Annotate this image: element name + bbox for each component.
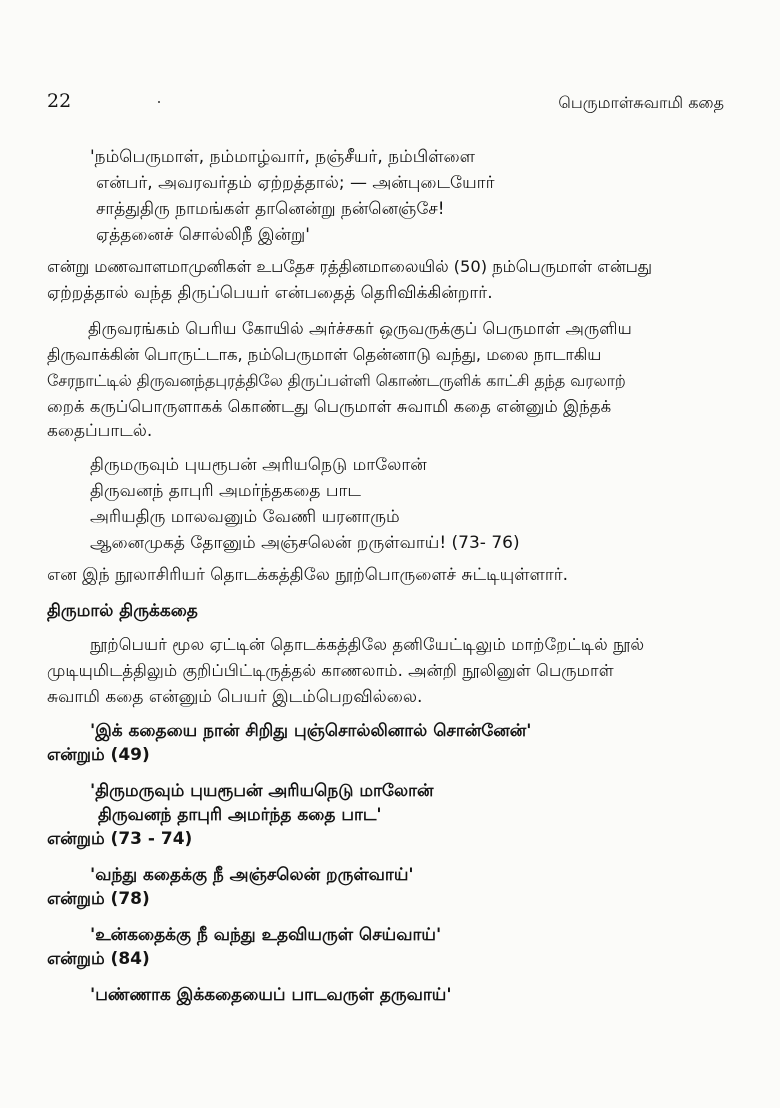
para1-line-1: என்று மணவாளமாமுனிகள் உபதேச ரத்தினமாலையில் (50) நம்பெருமாள் என்பது <box>47 257 652 276</box>
quote-2-line-1: 'திருமருவும் புயரூபன் அரியநெடு மாலோன் <box>90 781 434 801</box>
para4-line-1: நூற்பெயர் மூல ஏட்டின் தொடக்கத்திலே தனியேட்டிலும் மாற்றேட்டில் நூல் <box>90 635 645 654</box>
page-number: 22 <box>47 90 72 112</box>
para3: என இந் நூலாசிரியர் தொடக்கத்திலே நூற்பொருளைச் சுட்டியுள்ளார். <box>47 565 569 585</box>
verse2-line-1: திருமருவும் புயரூபன் அரியநெடு மாலோன் <box>90 455 427 475</box>
verse2-line-4: ஆனைமுகத் தோனும் அஞ்சலென் றருள்வாய்! (73- 76) <box>90 533 520 553</box>
para2-line-1: திருவரங்கம் பெரிய கோயில் அர்ச்சகர் ஒருவருக்குப் பெருமாள் அருளிய <box>88 319 632 338</box>
verse1-line-2: என்பர், அவரவர்தம் ஏற்றத்தால்; — அன்புடையோர் <box>96 173 495 193</box>
quote-3-line-1: 'வந்து கதைக்கு நீ அஞ்சலென் றருள்வாய்' <box>90 865 414 885</box>
quote-2-ref: என்றும் (73 - 74) <box>47 829 193 849</box>
para4-line-3: சுவாமி கதை என்னும் பெயர் இடம்பெறவில்லை. <box>47 687 423 707</box>
para2-line-5: கதைப்பாடல். <box>47 421 153 441</box>
section-heading: திருமால் திருக்கதை <box>47 601 198 621</box>
verse1-line-4: ஏத்தனைச் சொல்லிநீ இன்று' <box>96 225 310 245</box>
para1-line-2: ஏற்றத்தால் வந்த திருப்பெயர் என்பதைத் தெரிவிக்கின்றார். <box>47 283 493 303</box>
quote-5-line-1: 'பண்ணாக இக்கதையைப் பாடவருள் தருவாய்' <box>90 985 452 1005</box>
para2-line-4: றைக் கருப்பொருளாகக் கொண்டது பெருமாள் சுவாமி கதை என்னும் இந்தக் <box>47 397 612 416</box>
quote-1-line-1: 'இக் கதையை நான் சிறிது புஞ்சொல்லினால் சொன்னேன்' <box>90 721 532 741</box>
para4-line-2: முடியுமிடத்திலும் குறிப்பிட்டிருத்தல் காணலாம். அன்றி நூலினுள் பெருமாள் <box>47 661 614 680</box>
running-title: பெருமாள்சுவாமி கதை <box>558 93 724 112</box>
verse2-line-3: அரியதிரு மாலவனும் வேணி யரனாரும் <box>90 507 400 527</box>
verse1-line-3: சாத்துதிரு நாமங்கள் தானென்று நன்னெஞ்சே! <box>96 199 445 219</box>
verse2-line-2: திருவனந் தாபுரி அமர்ந்தகதை பாட <box>90 481 361 501</box>
quote-4-ref: என்றும் (84) <box>47 949 150 969</box>
para2-line-2: திருவாக்கின் பொருட்டாக, நம்பெருமாள் தென்னாடு வந்து, மலை நாடாகிய <box>47 345 602 364</box>
quote-4-line-1: 'உன்கதைக்கு நீ வந்து உதவியருள் செய்வாய்' <box>90 925 442 945</box>
quote-1-ref: என்றும் (49) <box>47 745 150 765</box>
quote-2-line-2: திருவனந் தாபுரி அமர்ந்த கதை பாட' <box>98 805 382 825</box>
para2-line-3: சேரநாட்டில் திருவனந்தபுரத்திலே திருப்பள்ளி கொண்டருளிக் காட்சி தந்த வரலாற் <box>47 371 626 390</box>
speck <box>158 101 160 103</box>
verse1-line-1: 'நம்பெருமாள், நம்மாழ்வார், நஞ்சீயர், நம்பிள்ளை <box>90 147 475 167</box>
quote-3-ref: என்றும் (78) <box>47 889 150 909</box>
